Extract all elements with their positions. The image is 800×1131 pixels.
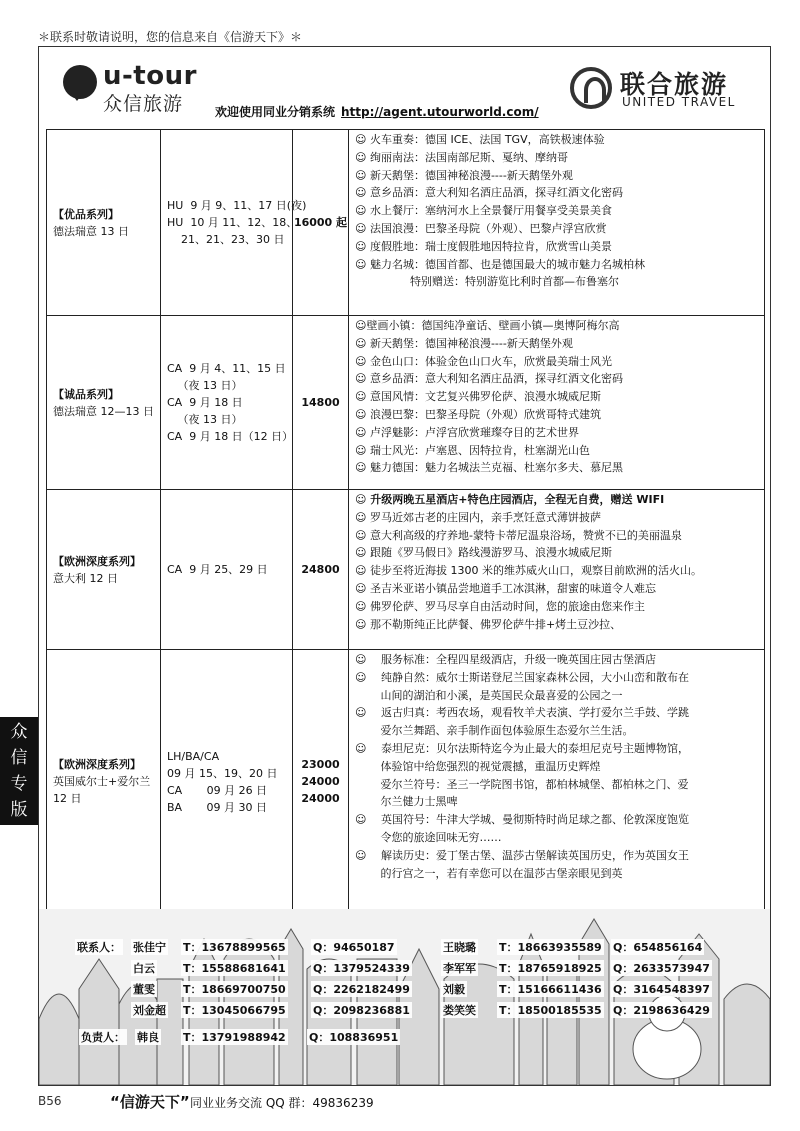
welcome-text: 欢迎使用同业分销系统 [215, 105, 336, 119]
tour-name-cell [47, 316, 161, 490]
contact-phone: T：18669700750 [183, 983, 286, 996]
contact-qq: Q：2633573947 [613, 962, 710, 975]
tour-highlight: 山间的湖泊和小溪，是英国民众最喜爱的公园之一 [355, 688, 623, 702]
tour-highlight: ☺ 意国风情：文艺复兴佛罗伦萨、浪漫水城威尼斯 [355, 390, 601, 404]
tour-highlight: ☺ 魅力德国：魅力名城法兰克福、杜塞尔多夫、慕尼黑 [355, 461, 623, 475]
tour-highlights-cell [349, 490, 765, 650]
tour-row [47, 316, 765, 490]
agent-url-link[interactable]: http://agent.utourworld.com/ [341, 105, 539, 119]
tour-price-cell [293, 490, 349, 650]
tour-highlight: ☺ 新天鹅堡：德国神秘浪漫----新天鹅堡外观 [355, 336, 573, 350]
contact-phone: T：15166611436 [499, 983, 602, 996]
contact-qq: Q：2098236881 [313, 1004, 410, 1017]
contact-qq: Q：2198636429 [613, 1004, 710, 1017]
contact-qq: Q：94650187 [313, 941, 395, 954]
tour-highlight: ☺ 新天鹅堡：德国神秘浪漫----新天鹅堡外观 [355, 168, 573, 182]
departure-date: CA 9 月 4、11、15 日 [167, 362, 286, 375]
tour-price-cell [293, 650, 349, 914]
tour-highlight: ☺ 火车重奏：德国 ICE、法国 TGV，高铁极速体验 [355, 133, 605, 146]
departure-date: CA 9 月 18 日（12 日） [167, 430, 294, 443]
tour-row [47, 490, 765, 650]
departure-date: （夜 13 日） [167, 413, 243, 426]
tour-highlight: ☺ 英国符号：牛津大学城、曼彻斯特时尚足球之都、伦敦深度饱览 [355, 813, 689, 827]
tour-highlight: ☺ 升级两晚五星酒店+特色庄园酒店，全程无自费，赠送 WIFI [355, 493, 665, 506]
tour-dates-cell [161, 316, 293, 490]
contact-phone: T：18765918925 [499, 962, 602, 975]
tour-row [47, 650, 765, 914]
manager-qq: Q：108836951 [309, 1031, 399, 1044]
contact-name: 王晓璐 [443, 941, 476, 954]
tour-highlight: ☺ 水上餐厅：塞纳河水上全景餐厅用餐享受美景美食 [355, 204, 612, 218]
tour-highlight: ☺ 浪漫巴黎：巴黎圣母院（外观）欣赏哥特式建筑 [355, 407, 601, 421]
tour-highlight: ☺ 意乡品酒：意大利知名酒庄品酒，探寻红酒文化密码 [355, 372, 623, 386]
manager-label: 负责人： [81, 1031, 125, 1044]
tour-highlight: ☺ 度假胜地：瑞士度假胜地因特拉肯，欣赏雪山美景 [355, 239, 612, 253]
contact-name: 张佳宁 [133, 941, 166, 954]
contact-area [39, 909, 770, 1085]
header [39, 47, 770, 125]
contact-name: 白云 [133, 962, 155, 975]
contact-qq: Q：1379524339 [313, 962, 410, 975]
tour-highlight: 令您的旅途回味无穷…… [355, 830, 502, 844]
tour-highlight: 的行宫之一，若有幸您可以在温莎古堡亲眼见到英 [355, 866, 623, 880]
tour-price: 23000 [301, 758, 340, 771]
contact-label: 联系人： [77, 941, 121, 954]
tour-name: 德法瑞意 12—13 日 [53, 404, 154, 418]
tour-highlight: ☺ 泰坦尼克：贝尔法斯特迄今为止最大的泰坦尼克号主题博物馆， [355, 741, 689, 755]
tour-price: 24000 [301, 792, 340, 805]
tour-highlight: 爱尔兰符号：圣三一学院图书馆，都柏林城堡、都柏林之门、爱 [355, 777, 689, 791]
page-number: B56 [38, 1094, 62, 1108]
tour-name: 德法瑞意 13 日 [53, 224, 129, 238]
source-note: ＊联系时敬请说明，您的信息来自《信游天下》＊ [38, 30, 303, 44]
tour-name-cell [47, 650, 161, 914]
departure-date: CA 9 月 18 日 [167, 396, 243, 409]
tour-row [47, 130, 765, 316]
contact-name: 刘毅 [443, 983, 465, 996]
tour-highlight: 爱尔兰舞蹈、亲手制作面包体验原生态爱尔兰生活。 [355, 724, 634, 738]
departure-date: CA 09 月 26 日 [167, 783, 268, 797]
tour-highlight: ☺ 跟随《罗马假日》路线漫游罗马、浪漫水城威尼斯 [355, 546, 612, 560]
tour-highlight: ☺ 绚丽南法：法国南部尼斯、戛纳、摩纳哥 [355, 150, 568, 164]
side-tab-zhongxin-edition [0, 717, 38, 825]
utour-logo-cn: 众信旅游 [103, 93, 184, 115]
footer-brand: “信游天下” [110, 1093, 190, 1111]
tour-highlight: ☺ 罗马近郊古老的庄园内，亲手烹饪意式薄饼披萨 [355, 510, 601, 524]
contact-phone: T：13045066795 [183, 1004, 286, 1017]
tour-price: 24800 [301, 563, 340, 576]
tour-dates-cell [161, 490, 293, 650]
tour-price-cell [293, 130, 349, 316]
manager-name: 韩良 [137, 1031, 159, 1044]
contact-qq: Q：3164548397 [613, 983, 710, 996]
tour-highlight: 体验馆中给您强烈的视觉震撼，重温历史辉煌 [355, 759, 601, 773]
tour-highlight: ☺ 徒步至将近海拔 1300 米的维苏威火山口，观察目前欧洲的活火山。 [355, 564, 702, 578]
manager-phone: T：13791988942 [183, 1031, 286, 1044]
tour-highlight: ☺壁画小镇：德国纯净童话、壁画小镇—奥博阿梅尔高 [355, 319, 620, 332]
departure-date: 09 月 15、19、20 日 [167, 766, 278, 780]
tour-highlight: ☺ 那不勒斯纯正比萨餐、佛罗伦萨牛排+烤土豆沙拉、 [355, 617, 622, 631]
side-tab-label: 众信专版 [10, 722, 28, 820]
tour-highlight: ☺ 魅力名城：德国首都、也是德国最大的城市魅力名城柏林 [355, 257, 645, 271]
qq-group: 同业业务交流 QQ 群：49836239 [190, 1096, 374, 1110]
tour-highlight: 尔兰健力士黑啤 [355, 795, 458, 809]
tour-highlights-cell [349, 130, 765, 316]
tour-name: 英国威尔士+爱尔兰 12 日 [53, 775, 151, 805]
contact-phone: T：18500185535 [499, 1004, 602, 1017]
contact-phone: T：18663935589 [499, 941, 602, 954]
tour-highlights-cell [349, 650, 765, 914]
tour-dates-cell [161, 650, 293, 914]
tour-highlight: ☺ 金色山口：体验金色山口火车，欣赏最美瑞士风光 [355, 354, 612, 368]
tour-series: 【欧洲深度系列】 [53, 758, 141, 771]
tour-highlight: ☺ 法国浪漫：巴黎圣母院（外观）、巴黎卢浮宫欣赏 [355, 221, 607, 235]
contact-name: 董雯 [133, 983, 155, 996]
contact-phone: T：15588681641 [183, 962, 286, 975]
tour-highlight: ☺ 意乡品酒：意大利知名酒庄品酒，探寻红酒文化密码 [355, 186, 623, 200]
page-frame [38, 46, 771, 1086]
tour-price: 14800 [301, 396, 340, 409]
tour-price-cell [293, 316, 349, 490]
departure-date: CA 9 月 25、29 日 [167, 563, 268, 576]
tour-highlight: ☺ 解读历史：爱丁堡古堡、温莎古堡解读英国历史，作为英国女王 [355, 848, 689, 862]
footer [38, 1093, 374, 1111]
contact-qq: Q：2262182499 [313, 983, 410, 996]
tour-series: 【诚品系列】 [53, 387, 119, 401]
departure-date: BA 09 月 30 日 [167, 800, 268, 814]
tour-name-cell [47, 490, 161, 650]
tour-highlight: ☺ 意大利高级的疗养地-蒙特卡蒂尼温泉浴场，赞赏不已的美丽温泉 [355, 528, 682, 542]
departure-date: HU 10 月 11、12、18、 [167, 216, 298, 229]
contact-name: 刘金超 [133, 1004, 166, 1017]
united-travel-logo-en: UNITED TRAVEL [622, 95, 736, 109]
tour-price: 24000 [301, 775, 340, 788]
landmark-skyline-illustration [39, 909, 770, 1085]
tour-highlight: ☺ 服务标准：全程四星级酒店，升级一晚英国庄园古堡酒店 [355, 653, 656, 666]
tour-price: 16000 起 [293, 216, 348, 229]
tour-series: 【欧洲深度系列】 [53, 554, 141, 568]
contact-name: 娄笑笑 [443, 1004, 476, 1017]
contact-qq: Q：654856164 [613, 941, 703, 954]
tour-highlight: ☺ 纯静自然：威尔士斯诺登尼兰国家森林公园，大小山峦和散布在 [355, 670, 689, 684]
departure-date: LH/BA/CA [167, 749, 220, 763]
tour-dates-cell [161, 130, 307, 316]
tour-highlight: ☺ 圣吉米亚诺小镇品尝地道手工冰淇淋，甜蜜的味道令人难忘 [355, 581, 656, 595]
united-travel-mark-icon [570, 67, 612, 109]
united-travel-logo [570, 67, 752, 113]
departure-date: HU 9 月 9、11、17 日(夜) [167, 199, 307, 212]
tour-highlights-cell [349, 316, 765, 490]
departure-date: 21、21、23、30 日 [167, 233, 285, 246]
utour-bubble-icon [63, 65, 97, 99]
utour-logo [63, 61, 233, 115]
utour-logo-en: u-tour [103, 61, 197, 91]
contact-phone: T：13678899565 [183, 941, 286, 954]
tour-name: 意大利 12 日 [53, 571, 118, 585]
contact-name: 李军军 [443, 962, 476, 975]
tour-highlight: ☺ 返古归真：考西农场，观看牧羊犬表演、学打爱尔兰手鼓、学跳 [355, 706, 689, 720]
tour-highlight: ☺ 卢浮魅影：卢浮宫欣赏璀璨夺目的艺术世界 [355, 425, 579, 439]
welcome-line [215, 103, 539, 120]
tour-highlight: 特别赠送：特别游览比利时首都—布鲁塞尔 [355, 275, 619, 289]
united-travel-logo-cn: 联合旅游 [620, 70, 729, 99]
tour-highlight: ☺ 佛罗伦萨、罗马尽享自由活动时间，您的旅途由您来作主 [355, 599, 645, 613]
tour-series: 【优品系列】 [53, 207, 119, 221]
tour-table [46, 129, 765, 914]
tour-highlight: ☺ 瑞士风光：卢塞恩、因特拉肯，杜塞湖光山色 [355, 443, 590, 457]
tour-name-cell [47, 130, 161, 316]
departure-date: （夜 13 日） [167, 379, 243, 392]
